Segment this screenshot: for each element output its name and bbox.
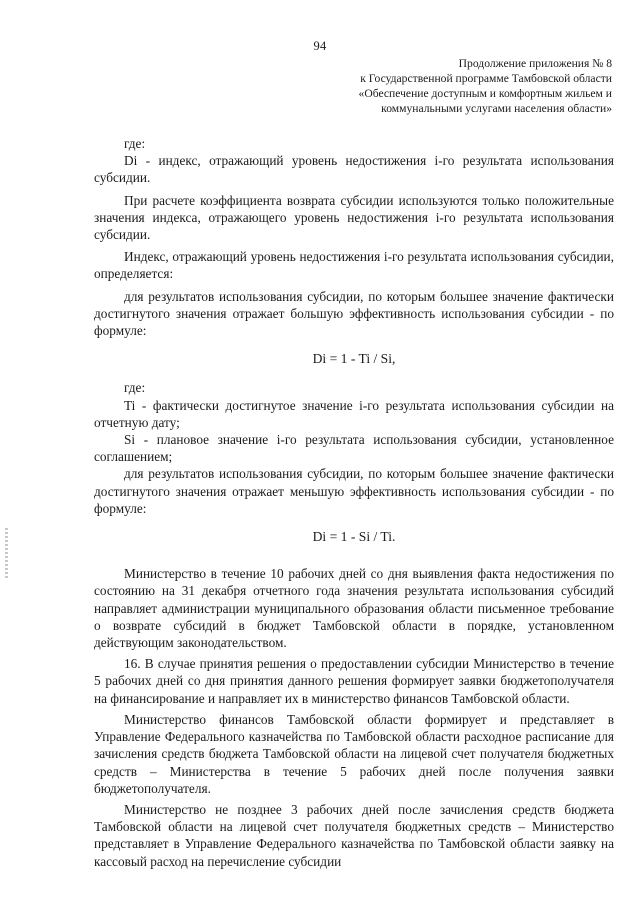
paragraph: При расчете коэффициента возврата субсидии используются только положительные значения индекса, отражающего уровень недостижения i-го результата использования субсидии. — [94, 192, 614, 243]
formula: Di = 1 - Ti / Si, — [312, 351, 396, 367]
appendix-header-line: «Обеспечение доступным и комфортным жильем и — [358, 87, 612, 100]
paragraph: для результатов использования субсидии, по которым большее значение фактически достигнутого значения отражает меньшую эффективность использования субсидии - по формуле: — [94, 466, 614, 516]
paragraph: Министерство в течение 10 рабочих дней со дня выявления факта недостижения по состоянию на 31 декабря отчетного года значения результата использования субсидий направляет администрации муниципального образования области письменное требование о возврате субсидий в бюджет Тамбовской области в порядке, установленном действующим законодательством. — [94, 566, 614, 651]
paragraph: Министерство финансов Тамбовской области формирует и представляет в Управление Федерального казначейства по Тамбовской области расходное расписание для зачисления средств бюджета Тамбовской области на лицевой счет получателя бюджетных средств – Министерства в течение 5 рабочих дней после получения заявки бюджетополучателя. — [94, 711, 614, 796]
paragraph: где: — [124, 380, 146, 396]
appendix-header-line: Продолжение приложения № 8 — [458, 57, 612, 70]
appendix-header-line: коммунальными услугами населения области» — [381, 102, 612, 115]
page-number: 94 — [313, 39, 327, 53]
paragraph: Ti - фактически достигнутое значение i-го результата использования субсидии на отчетную дату; — [94, 397, 614, 430]
paragraph: 16. В случае принятия решения о предоставлении субсидии Министерство в течение 5 рабочих дней со дня принятия данного решения формирует заявки бюджетополучателя на финансирование и направляет их в министерство финансов Тамбовской области. — [94, 656, 614, 706]
formula: Di = 1 - Si / Ti. — [312, 529, 396, 545]
paragraph: Si - плановое значение i-го результата использования субсидии, установленное соглашением; — [94, 432, 614, 465]
paragraph: Di - индекс, отражающий уровень недостижения i-го результата использования субсидии. — [94, 153, 614, 186]
appendix-header — [282, 56, 612, 116]
document-body — [94, 135, 614, 870]
margin-scan-mark — [5, 528, 8, 580]
paragraph: Министерство не позднее 3 рабочих дней после зачисления средств бюджета Тамбовской области на лицевой счет получателя бюджетных средств – Министерство представляет в Управление Федерального казначейства по Тамбовской области заявку на кассовый расход на перечисление субсидии — [94, 801, 614, 869]
paragraph: для результатов использования субсидии, по которым большее значение фактически достигнутого значения отражает большую эффективность использования субсидии - по формуле: — [94, 288, 614, 339]
paragraph: где: — [124, 136, 146, 151]
appendix-header-line: к Государственной программе Тамбовской области — [360, 72, 612, 85]
paragraph: Индекс, отражающий уровень недостижения i-го результата использования субсидии, определяется: — [94, 249, 614, 282]
